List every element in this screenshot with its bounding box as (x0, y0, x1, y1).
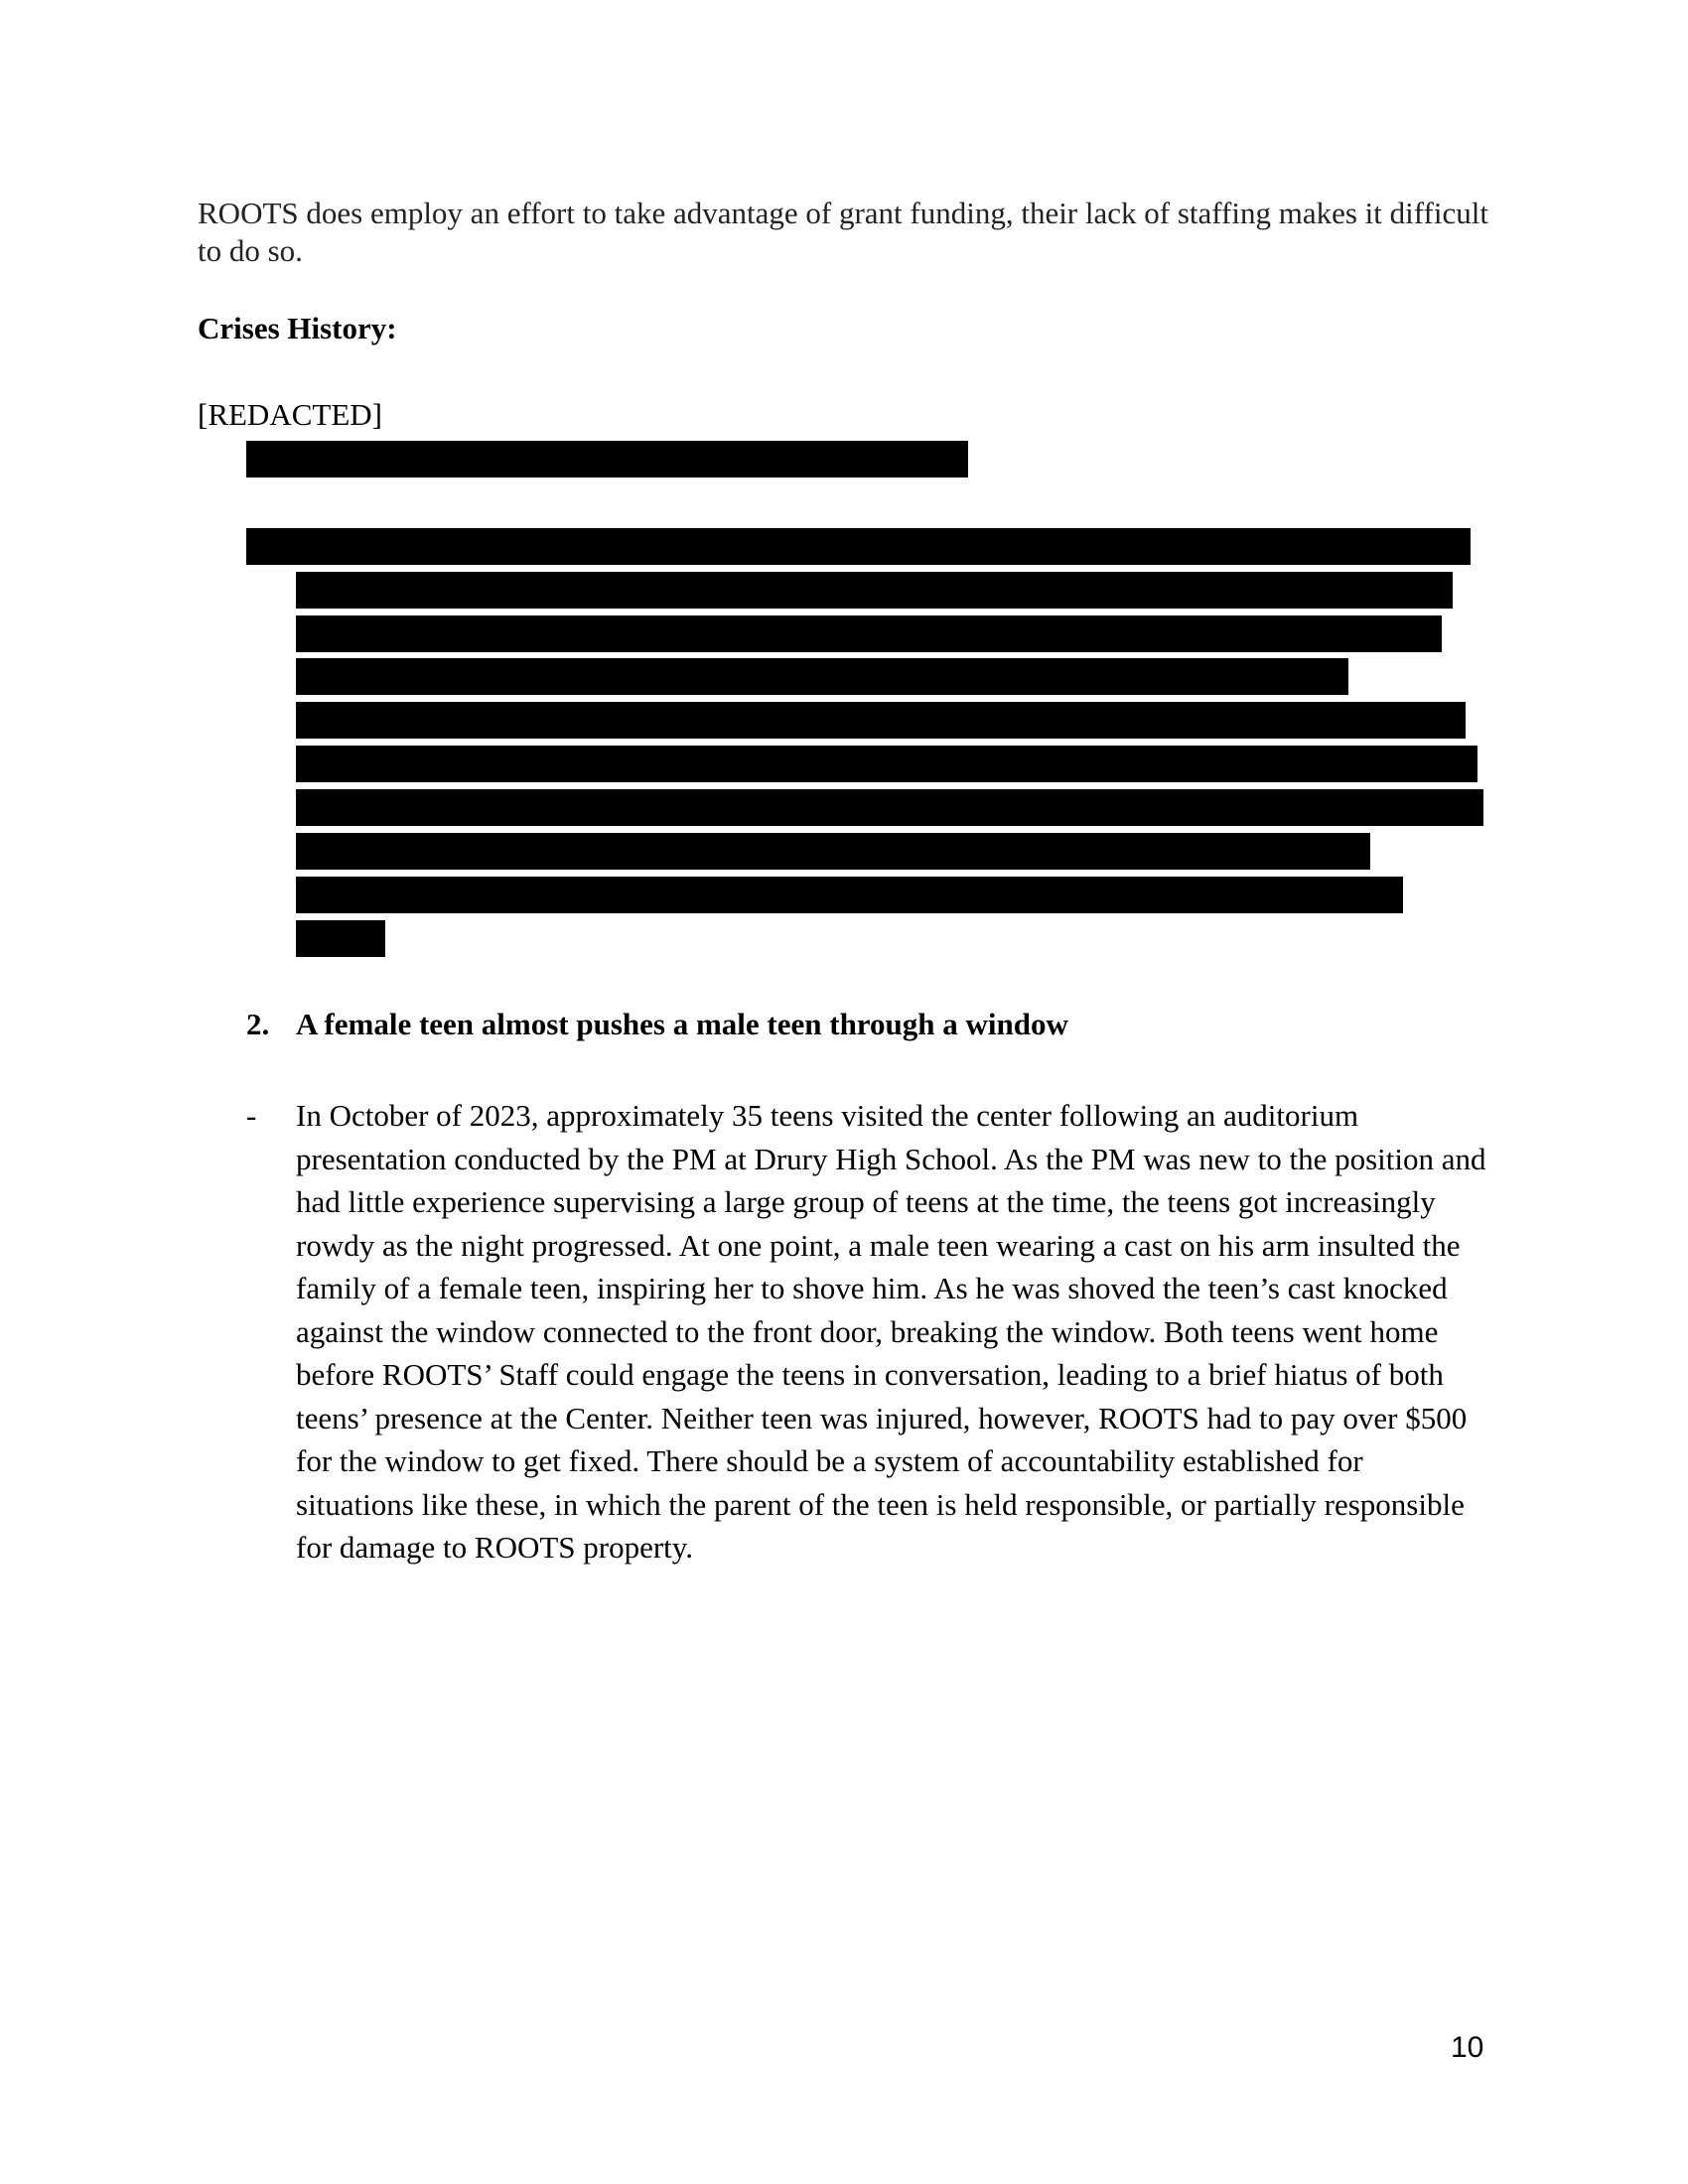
bullet-marker: - (246, 1098, 257, 1133)
page-number: 10 (1451, 2031, 1484, 2064)
redaction-bar (296, 572, 1453, 609)
redaction-bar (246, 528, 1471, 565)
bullet-item (246, 1094, 1487, 1570)
item-number: 2. (246, 1007, 270, 1041)
item-title: A female teen almost pushes a male teen through a window (296, 1007, 1068, 1041)
redaction-bar (246, 441, 968, 478)
redacted-label: [REDACTED] (198, 397, 382, 432)
section-heading: Crises History: (198, 311, 397, 345)
redaction-bar (296, 877, 1403, 913)
redaction-bar (296, 746, 1477, 782)
redaction-bar (296, 702, 1466, 739)
redaction-bar (296, 615, 1442, 652)
intro-paragraph: ROOTS does employ an effort to take advantage of grant funding, their lack of staffing makes it difficult to do so. (198, 196, 1488, 268)
bullet-text: In October of 2023, approximately 35 teens visited the center following an auditorium presentation conducted by the PM at Drury High School. As the PM was new to the position and had little experience supervising a large group of teens at the time, the teens got increasingly rowdy as the night progressed. At one point, a male teen wearing a cast on his arm insulted the family of a female teen, inspiring her to shove him. As he was shoved the teen’s cast knocked against the window connected to the front door, breaking the window. Both teens went home before ROOTS’ Staff could engage the teens in conversation, leading to a brief hiatus of both teens’ presence at the Center. Neither teen was injured, however, ROOTS had to pay over $500 for the window to get fixed. There should be a system of accountability established for situations like these, in which the parent of the teen is held responsible, or partially responsible for damage to ROOTS property. (296, 1098, 1486, 1565)
redaction-bar (296, 658, 1348, 695)
redaction-bar (296, 920, 385, 957)
redaction-bar (296, 789, 1483, 826)
redaction-bar (296, 833, 1370, 870)
numbered-item-2 (246, 1007, 1068, 1042)
